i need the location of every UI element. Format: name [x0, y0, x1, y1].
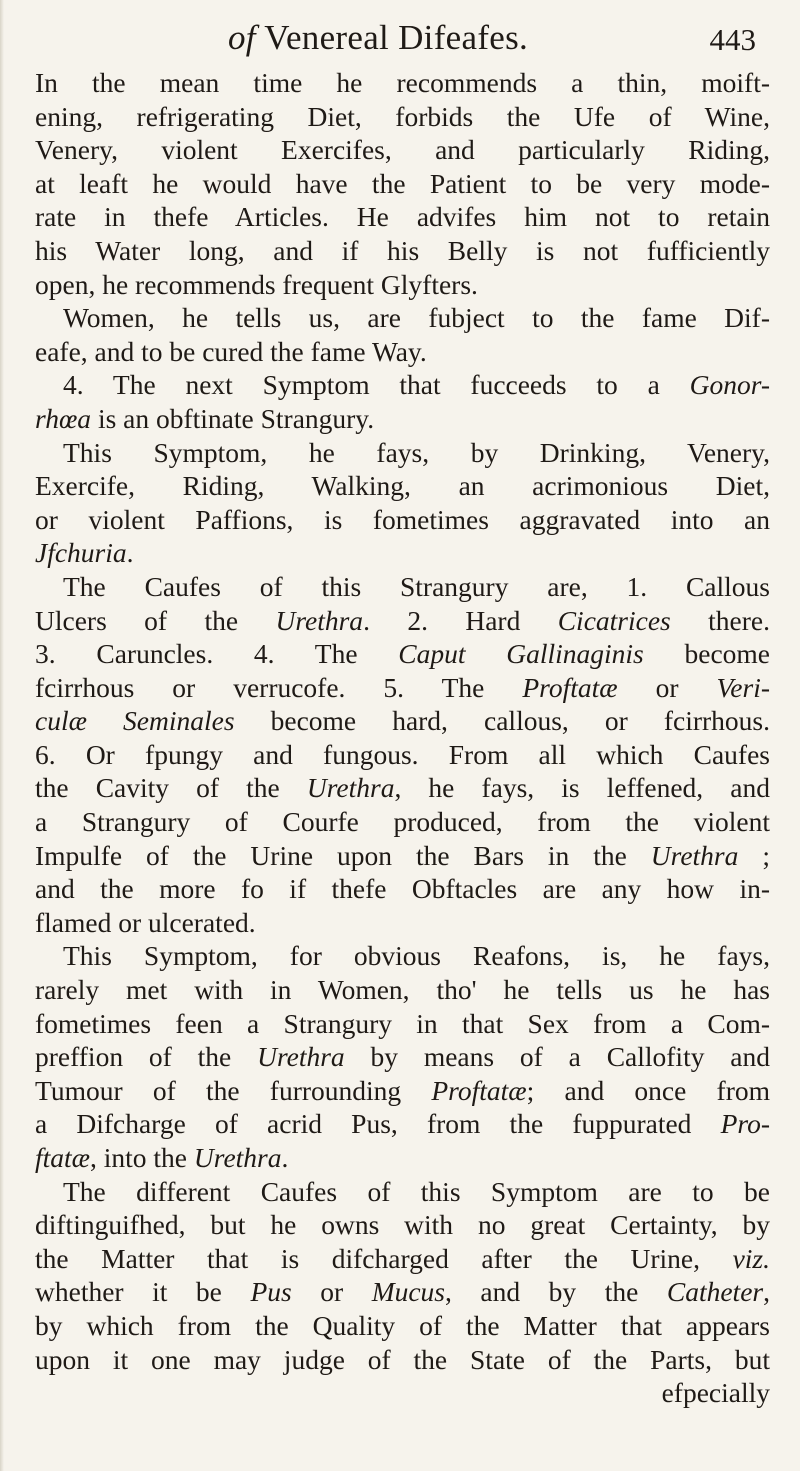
- running-title: [228, 14, 528, 62]
- text-run: .: [281, 1142, 289, 1173]
- italic-term: Pus: [250, 1276, 292, 1308]
- text-run: This Symptom, he fays, by Drinking, Venery,: [63, 436, 770, 468]
- text-line: [35, 671, 770, 705]
- text-run: ening, refrigerating Diet, forbids the Ufe of Wine,: [35, 100, 770, 132]
- text-run: Tumour of the furrounding: [35, 1074, 432, 1106]
- text-run: open, he recommends frequent Glyfters.: [35, 268, 478, 300]
- text-line: [35, 536, 770, 570]
- text-run: by which from the Quality of the Matter that appears: [35, 1309, 770, 1341]
- italic-term: Urethra: [257, 1041, 345, 1073]
- text-line: [35, 469, 770, 503]
- text-run: Venery, violent Exercifes, and particularly Riding,: [35, 134, 770, 166]
- text-line: [35, 402, 770, 436]
- text-run: The different Caufes of this Symptom are to be: [63, 1175, 770, 1207]
- italic-term: Urethra: [306, 772, 395, 804]
- text-line: [35, 1208, 770, 1242]
- italic-term: rhœa: [35, 402, 92, 434]
- italic-term: Urethra: [193, 1142, 282, 1173]
- text-run: rate in thefe Articles. He advifes him not to retain: [35, 201, 770, 233]
- text-line: [35, 872, 770, 906]
- running-title-main: Venereal Difeafes.: [255, 18, 529, 57]
- text-line: [35, 133, 770, 167]
- text-line: [35, 1141, 770, 1175]
- page-edge-shadow: [0, 0, 4, 1471]
- text-run: his Water long, and if his Belly is not fufficiently: [35, 234, 770, 266]
- italic-term: Catheter: [666, 1276, 764, 1308]
- italic-term: Pro-: [720, 1108, 770, 1140]
- text-run: diftinguifhed, but he owns with no great Certainty, by: [35, 1209, 770, 1241]
- text-line: [35, 100, 770, 134]
- italic-term: Urethra: [275, 604, 364, 636]
- text-run: a Strangury of Courfe produced, from the violent: [35, 806, 770, 838]
- text-run: ; and once from: [526, 1074, 770, 1106]
- italic-term: Cicatrices: [557, 604, 671, 636]
- text-line: [35, 1242, 770, 1276]
- text-run: at leaft he would have the Patient to be very mode-: [35, 167, 770, 199]
- text-run: and the more fo if thefe Obftacles are any how in-: [35, 873, 770, 905]
- italic-term: Proftatæ: [522, 671, 618, 703]
- text-run: 6. Or fpungy and fungous. From all which Caufes: [35, 738, 770, 770]
- text-line: [35, 604, 770, 638]
- text-run: This Symptom, for obvious Reafons, is, he fays,: [63, 940, 770, 972]
- italic-term: Jfchuria: [35, 537, 127, 569]
- page-number: 443: [709, 22, 756, 57]
- text-line: [35, 805, 770, 839]
- text-run: efpecially: [661, 1377, 770, 1409]
- text-line: [35, 906, 770, 940]
- text-run: . 2. Hard: [363, 604, 558, 636]
- text-run: , into the: [90, 1142, 194, 1173]
- text-line: [35, 1376, 770, 1410]
- text-run: become: [643, 638, 771, 670]
- text-run: 4. The next Symptom that fucceeds to a: [63, 369, 690, 401]
- text-line: [35, 503, 770, 537]
- text-line: [35, 1309, 770, 1343]
- text-run: Impulfe of the Urine upon the Bars in the: [35, 839, 651, 871]
- text-line: [35, 939, 770, 973]
- italic-term: ftatæ: [35, 1142, 91, 1173]
- text-run: the Matter that is difcharged after the Urine,: [35, 1242, 733, 1274]
- text-line: [35, 66, 770, 100]
- italic-term: Mucus: [371, 1276, 446, 1308]
- text-run: or: [617, 671, 717, 703]
- text-line: [35, 637, 770, 671]
- text-run: whether it be: [35, 1276, 251, 1308]
- text-run: flamed or ulcerated.: [35, 906, 256, 938]
- text-line: [35, 200, 770, 234]
- text-run: ,: [763, 1276, 770, 1308]
- text-run: become hard, callous, or fcirrhous.: [234, 705, 770, 737]
- text-run: fometimes feen a Strangury in that Sex from a Com-: [35, 1007, 770, 1039]
- text-run: fcirrhous or verrucofe. 5. The: [35, 671, 523, 703]
- text-run: there.: [670, 604, 770, 636]
- text-run: Exercife, Riding, Walking, an acrimonious Diet,: [35, 470, 770, 502]
- text-run: is an obftinate Strangury.: [91, 402, 375, 434]
- text-run: a Difcharge of acrid Pus, from the fuppurated: [35, 1108, 721, 1140]
- running-header: [60, 14, 760, 62]
- text-line: [35, 839, 770, 873]
- text-line: [35, 1275, 770, 1309]
- text-run: the Cavity of the: [35, 772, 307, 804]
- text-run: Ulcers of the: [35, 604, 276, 636]
- text-run: eafe, and to be cured the fame Way.: [35, 335, 427, 367]
- text-line: [35, 436, 770, 470]
- text-run: , he fays, is leffened, and: [394, 772, 770, 804]
- text-line: [35, 301, 770, 335]
- text-run: upon it one may judge of the State of the Parts, but: [35, 1343, 770, 1375]
- text-line: [35, 268, 770, 302]
- text-line: [35, 1175, 770, 1209]
- text-run: preffion of the: [35, 1041, 258, 1073]
- text-line: [35, 1074, 770, 1108]
- text-run: rarely met with in Women, tho' he tells us he has: [35, 974, 770, 1006]
- text-line: [35, 335, 770, 369]
- italic-term: Veri-: [716, 671, 770, 703]
- text-run: .: [126, 537, 134, 569]
- text-line: [35, 1040, 770, 1074]
- text-line: [35, 771, 770, 805]
- text-run: or violent Paffions, is fometimes aggravated into an: [35, 503, 770, 535]
- text-line: [35, 570, 770, 604]
- italic-term: culæ Seminales: [35, 705, 235, 737]
- text-run: or: [291, 1276, 372, 1308]
- italic-term: Gonor-: [689, 369, 770, 401]
- running-title-prefix: of: [228, 18, 256, 57]
- italic-term: viz.: [732, 1242, 770, 1274]
- text-line: [35, 1343, 770, 1377]
- text-line: [35, 1107, 770, 1141]
- text-run: In the mean time he recommends a thin, moift-: [35, 67, 770, 98]
- text-run: 3. Caruncles. 4. The: [35, 638, 399, 670]
- text-run: ;: [738, 839, 770, 871]
- text-run: The Caufes of this Strangury are, 1. Callous: [63, 570, 770, 602]
- text-line: [35, 973, 770, 1007]
- text-line: [35, 738, 770, 772]
- text-line: [35, 704, 770, 738]
- text-run: Women, he tells us, are fubject to the fame Dif-: [63, 302, 770, 334]
- text-line: [35, 1007, 770, 1041]
- text-line: [35, 167, 770, 201]
- italic-term: Urethra: [650, 839, 739, 871]
- text-line: [35, 368, 770, 402]
- text-run: by means of a Callofity and: [344, 1041, 771, 1073]
- italic-term: Proftatæ: [431, 1074, 527, 1106]
- body-text: [35, 66, 770, 1410]
- text-line: [35, 234, 770, 268]
- italic-term: Caput Gallinaginis: [398, 638, 644, 670]
- text-run: , and by the: [445, 1276, 667, 1308]
